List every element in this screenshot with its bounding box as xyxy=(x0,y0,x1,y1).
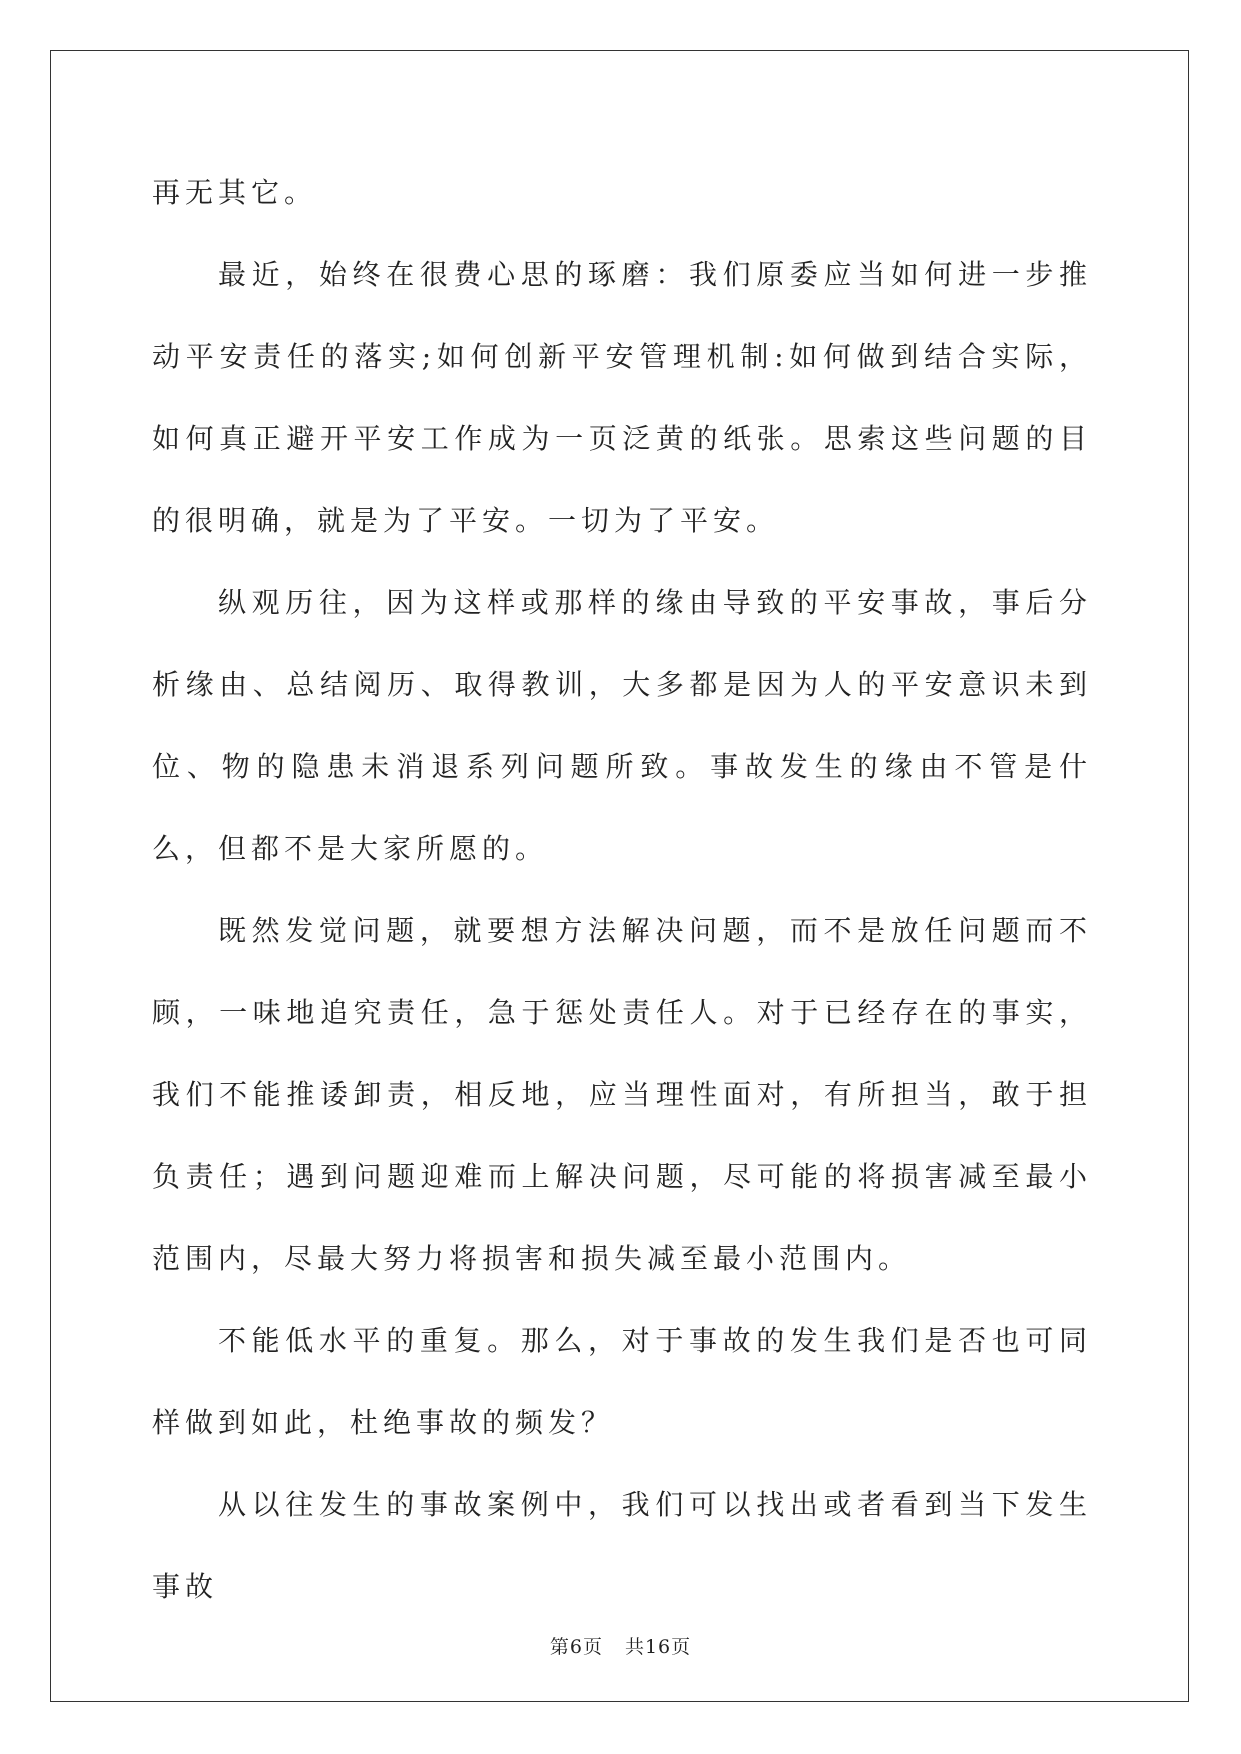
paragraph: 最近，始终在很费心思的琢磨：我们原委应当如何进一步推动平安责任的落实;如何创新平安管理机制:如何做到结合实际，如何真正避开平安工作成为一页泛黄的纸张。思索这些问题的目的很明确，就是为了平安。一切为了平安。 xyxy=(152,258,1092,537)
page-number: 第6页 xyxy=(549,1636,603,1658)
document-body xyxy=(152,152,1092,1628)
paragraph: 从以往发生的事故案例中，我们可以找出或者看到当下发生事故 xyxy=(152,1488,1092,1603)
page-footer xyxy=(0,1632,1241,1659)
paragraph: 再无其它。 xyxy=(152,176,318,209)
page-total: 共16页 xyxy=(624,1636,692,1658)
paragraph: 既然发觉问题，就要想方法解决问题，而不是放任问题而不顾，一味地追究责任，急于惩处责任人。对于已经存在的事实，我们不能推诿卸责，相反地，应当理性面对，有所担当，敢于担负责任；遇到问题迎难而上解决问题，尽可能的将损害减至最小范围内，尽最大努力将损害和损失减至最小范围内。 xyxy=(152,914,1092,1275)
paragraph: 纵观历往，因为这样或那样的缘由导致的平安事故，事后分析缘由、总结阅历、取得教训，大多都是因为人的平安意识未到位、物的隐患未消退系列问题所致。事故发生的缘由不管是什么，但都不是大家所愿的。 xyxy=(152,586,1092,865)
paragraph: 不能低水平的重复。那么，对于事故的发生我们是否也可同样做到如此，杜绝事故的频发？ xyxy=(152,1324,1092,1439)
